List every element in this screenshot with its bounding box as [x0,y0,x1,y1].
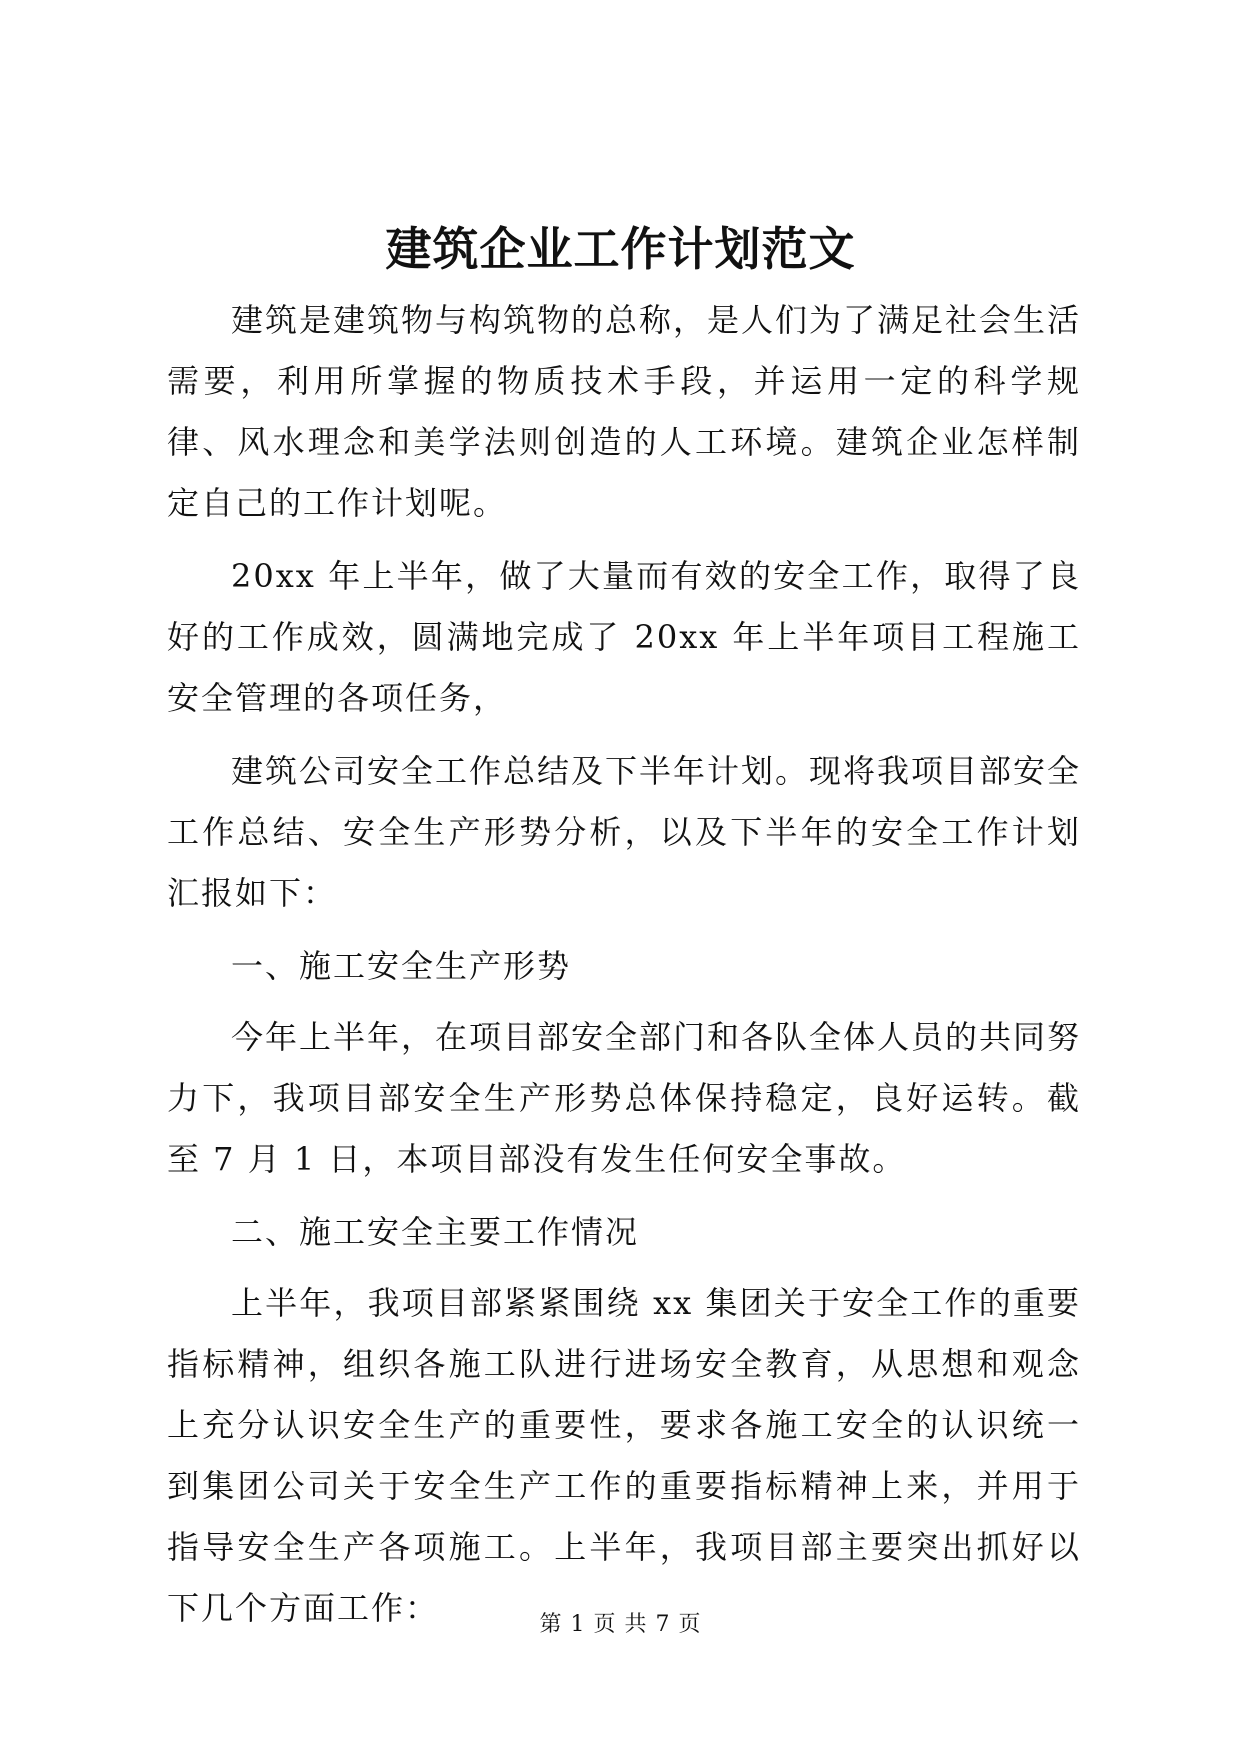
paragraph-intro: 建筑是建筑物与构筑物的总称，是人们为了满足社会生活需要，利用所掌握的物质技术手段，并运用一定的科学规律、风水理念和美学法则创造的人工环境。建筑企业怎样制定自己的工作计划呢。 [167,301,1082,522]
paragraph-safety-situation: 今年上半年，在项目部安全部门和各队全体人员的共同努力下，我项目部安全生产形势总体保持稳定，良好运转。截至 7 月 1 日，本项目部没有发生任何安全事故。 [167,1018,1082,1178]
paragraph-first-half-summary: 20xx 年上半年，做了大量而有效的安全工作，取得了良好的工作成效，圆满地完成了 20xx 年上半年项目工程施工安全管理的各项任务， [167,557,1081,717]
page-number-footer: 第 1 页 共 7 页 [539,1612,702,1637]
paragraph-report-intro: 建筑公司安全工作总结及下半年计划。现将我项目部安全工作总结、安全生产形势分析，以及下半年的安全工作计划汇报如下： [167,752,1082,912]
section-heading-2: 二、施工安全主要工作情况 [231,1213,640,1251]
paragraph-main-work: 上半年，我项目部紧紧围绕 xx 集团关于安全工作的重要指标精神，组织各施工队进行进场安全教育，从思想和观念上充分认识安全生产的重要性，要求各施工安全的认识统一到集团公司关于安全生产工作的重要指标精神上来，并用于指导安全生产各项施工。上半年，我项目部主要突出抓好以下几个方面工作： [167,1284,1081,1627]
document-title: 建筑企业工作计划范文 [385,222,856,276]
section-heading-1: 一、施工安全生产形势 [231,947,572,985]
document-body [167,290,1081,1651]
